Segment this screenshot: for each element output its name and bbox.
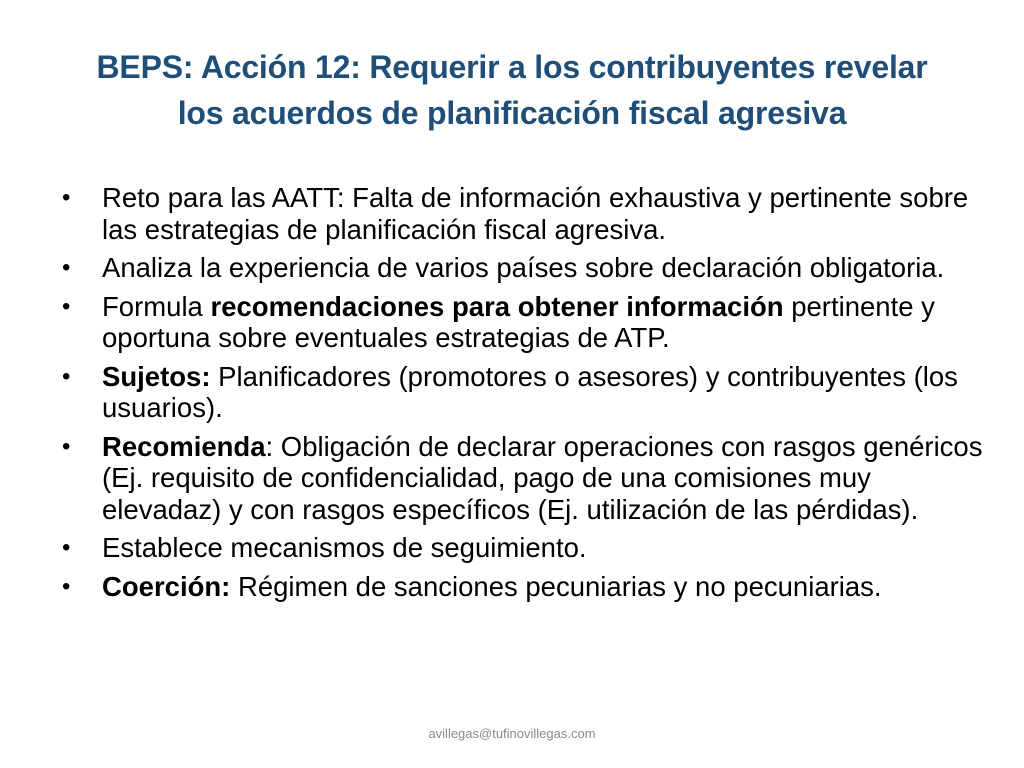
slide-title <box>40 44 984 136</box>
bullet-list <box>60 182 990 609</box>
bullet-text: Régimen de sanciones pecuniarias y no pecuniarias. <box>230 570 882 602</box>
bullet-marker: • <box>62 572 71 600</box>
bullet-text: Establece mecanismos de seguimiento. <box>102 532 587 563</box>
bullet-text: Analiza la experiencia de varios países sobre declaración obligatoria. <box>102 252 945 283</box>
bullet-item <box>60 361 990 424</box>
bullet-item <box>60 252 990 284</box>
bullet-item <box>60 431 990 526</box>
bullet-text: : Obligación de declarar operaciones con rasgos genéricos (Ej. requisito de confidencialidad, pago de una comisiones muy elevadaz) y con rasgos específicos (Ej. utilización de las pérdidas). <box>102 430 983 525</box>
bullet-bold-text: Recomienda <box>102 430 266 462</box>
bullet-text: Formula <box>102 290 211 322</box>
bullet-bold-text: Sujetos: <box>102 360 211 392</box>
bullet-text: Reto para las AATT: Falta de información exhaustiva y pertinente sobre las estrategias de planificación fiscal agresiva. <box>102 182 969 245</box>
bullet-marker: • <box>62 534 71 561</box>
bullet-marker: • <box>62 432 71 460</box>
bullet-marker: • <box>62 184 71 211</box>
bullet-item <box>60 532 990 564</box>
bullet-marker: • <box>62 362 71 390</box>
bullet-text: Planificadores (promotores o asesores) y contribuyentes (los usuarios). <box>102 360 958 423</box>
bullet-item <box>60 182 990 245</box>
bullet-marker: • <box>62 254 71 281</box>
bullet-marker: • <box>62 292 71 320</box>
slide-title-line-2: los acuerdos de planificación fiscal agresiva <box>177 95 847 131</box>
bullet-item <box>60 571 990 603</box>
bullet-bold-text: Coerción: <box>102 570 231 602</box>
footer-email: avillegas@tufinovillegas.com <box>428 726 596 741</box>
slide-title-line-1: BEPS: Acción 12: Requerir a los contribuyentes revelar <box>96 49 928 85</box>
bullet-bold-text: recomendaciones para obtener información <box>210 290 784 322</box>
bullet-text: pertinente y oportuna sobre eventuales estrategias de ATP. <box>102 290 935 353</box>
bullet-item <box>60 291 990 354</box>
